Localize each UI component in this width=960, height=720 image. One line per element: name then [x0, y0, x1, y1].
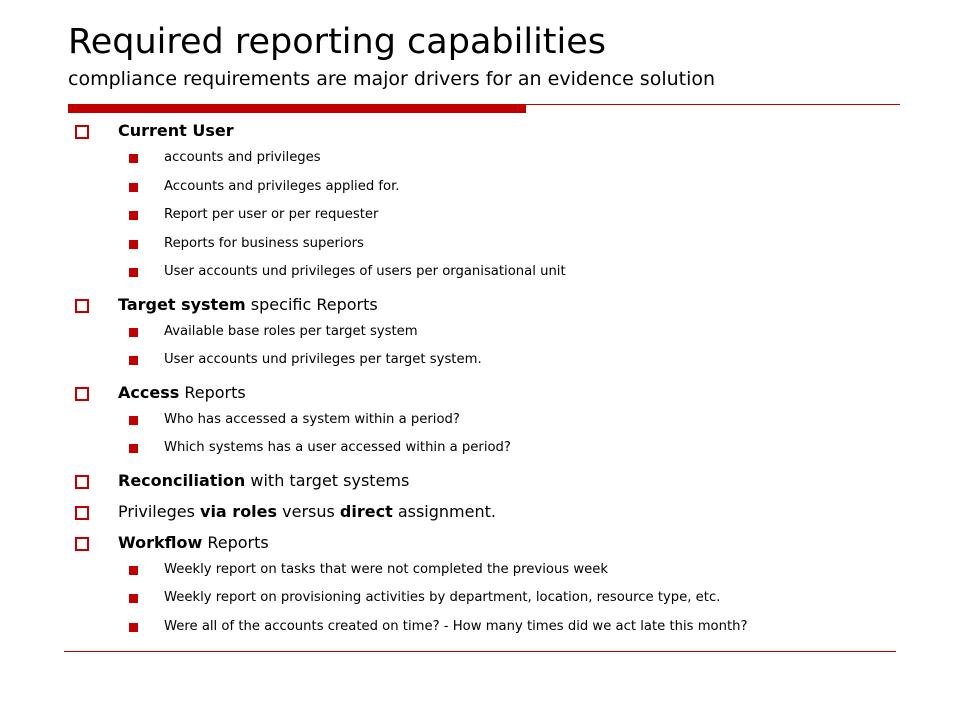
- bullet-heading: [75, 530, 935, 556]
- sub-bullet-text: Accounts and privileges applied for.: [164, 178, 400, 194]
- filled-square-bullet-icon: [129, 240, 138, 249]
- sub-bullet-text: Which systems has a user accessed within a period?: [164, 440, 511, 455]
- section-privileges: [75, 499, 935, 525]
- section-access: [75, 380, 935, 463]
- filled-square-bullet-icon: [129, 268, 138, 277]
- sub-bullet: [75, 318, 935, 347]
- bullet-heading-text: specific Reports: [245, 294, 378, 314]
- section-reconciliation: [75, 468, 935, 494]
- filled-square-bullet-icon: [129, 183, 138, 192]
- section-target-system: [75, 292, 935, 375]
- hollow-square-bullet-icon: [75, 125, 89, 139]
- sub-bullet: [75, 406, 935, 435]
- bullet-heading-bold: via roles: [200, 501, 278, 521]
- sub-bullet-text: User accounts und privileges per target system.: [164, 352, 482, 367]
- bullet-heading: [75, 380, 935, 406]
- bullet-heading-text: assignment.: [392, 501, 496, 521]
- hollow-square-bullet-icon: [75, 299, 89, 313]
- section-workflow: [75, 530, 935, 642]
- bullet-heading: [75, 468, 935, 494]
- sub-bullet: [75, 556, 935, 585]
- bullet-heading-text: Reports: [179, 382, 246, 402]
- sub-bullet: [75, 346, 935, 375]
- hollow-square-bullet-icon: [75, 475, 89, 489]
- footer-divider: [64, 651, 896, 652]
- sub-bullet: [75, 201, 935, 230]
- bullet-heading: [75, 292, 935, 318]
- filled-square-bullet-icon: [129, 566, 138, 575]
- filled-square-bullet-icon: [129, 444, 138, 453]
- slide-subtitle: compliance requirements are major drivers for an evidence solution: [68, 68, 716, 90]
- sub-bullet-text: Who has accessed a system within a period?: [164, 411, 460, 427]
- bullet-heading-text: Privileges: [118, 501, 201, 521]
- bullet-heading-bold: Access: [118, 382, 180, 402]
- sub-bullet: [75, 144, 935, 173]
- bullet-heading-text: Reports: [202, 532, 269, 552]
- bullet-heading-text: versus: [277, 501, 340, 521]
- hollow-square-bullet-icon: [75, 387, 89, 401]
- title-divider-thick: [68, 105, 526, 113]
- filled-square-bullet-icon: [129, 154, 138, 163]
- filled-square-bullet-icon: [129, 416, 138, 425]
- hollow-square-bullet-icon: [75, 537, 89, 551]
- sub-bullet-text: Were all of the accounts created on time? - How many times did we act late this month?: [164, 618, 748, 634]
- filled-square-bullet-icon: [129, 211, 138, 220]
- bullet-heading-bold: direct: [339, 501, 393, 521]
- sub-bullet-text: Available base roles per target system: [164, 323, 418, 339]
- slide-title: Required reporting capabilities: [68, 22, 607, 62]
- bullet-list: [75, 118, 935, 641]
- bullet-heading-bold: Target system: [118, 294, 246, 314]
- sub-bullet-text: Weekly report on tasks that were not completed the previous week: [164, 561, 609, 577]
- bullet-heading-text: with target systems: [245, 470, 410, 490]
- filled-square-bullet-icon: [129, 356, 138, 365]
- section-current-user: [75, 118, 935, 287]
- bullet-heading: [75, 118, 935, 144]
- sub-bullet: [75, 258, 935, 287]
- hollow-square-bullet-icon: [75, 506, 89, 520]
- sub-bullet-text: Weekly report on provisioning activities by department, location, resource type, etc.: [164, 590, 721, 605]
- sub-bullet-text: User accounts und privileges of users per organisational unit: [164, 264, 566, 279]
- sub-bullet-text: Report per user or per requester: [164, 207, 379, 222]
- bullet-heading-bold: Reconciliation: [118, 470, 246, 490]
- sub-bullet: [75, 230, 935, 259]
- sub-bullet: [75, 613, 935, 642]
- bullet-heading: [75, 499, 935, 525]
- filled-square-bullet-icon: [129, 594, 138, 603]
- sub-bullet-text: accounts and privileges: [164, 150, 321, 165]
- sub-bullet-text: Reports for business superiors: [164, 235, 364, 251]
- bullet-heading-bold: Workflow: [118, 532, 203, 552]
- filled-square-bullet-icon: [129, 623, 138, 632]
- sub-bullet: [75, 173, 935, 202]
- filled-square-bullet-icon: [129, 328, 138, 337]
- sub-bullet: [75, 584, 935, 613]
- sub-bullet: [75, 434, 935, 463]
- bullet-heading-bold: Current User: [118, 121, 234, 140]
